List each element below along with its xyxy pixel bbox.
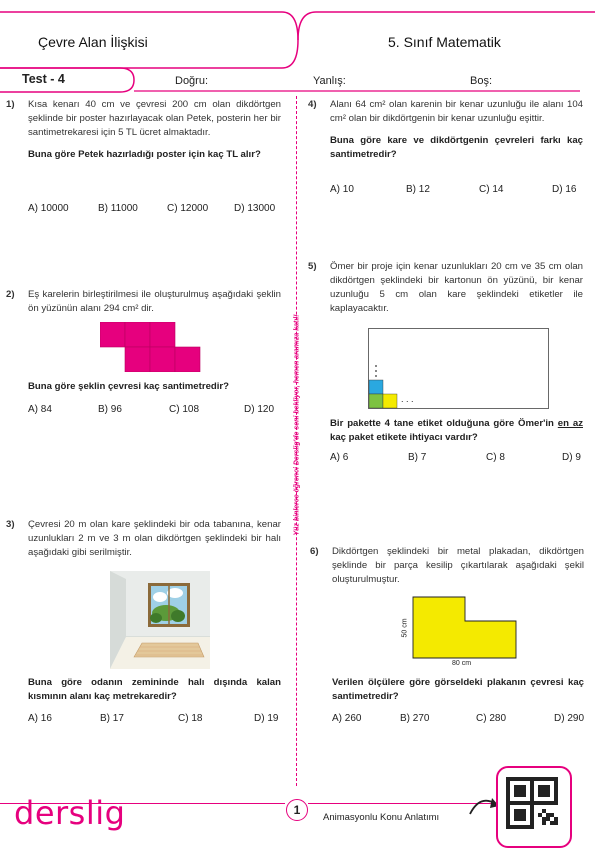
option-d[interactable]: D) 290 bbox=[554, 713, 585, 724]
topic-title: Çevre Alan İlişkisi bbox=[38, 34, 148, 50]
option-d[interactable]: D) 120 bbox=[244, 404, 275, 415]
option-c[interactable]: C) 12000 bbox=[167, 203, 209, 214]
option-b[interactable]: B) 11000 bbox=[98, 203, 138, 214]
test-label: Test - 4 bbox=[22, 72, 65, 86]
question-6-prompt-wrap bbox=[332, 676, 584, 704]
width-label: 80 cm bbox=[452, 660, 472, 667]
question-3 bbox=[6, 518, 281, 560]
footer-line-right bbox=[308, 803, 493, 804]
question-prompt: Buna göre odanın zemininde halı dışında kalan kısmının alanı kaç metrekaredir? bbox=[28, 677, 281, 702]
qr-code-icon[interactable] bbox=[506, 777, 558, 829]
derslig-logo[interactable]: derslig bbox=[14, 794, 126, 832]
underline-en-az: en az bbox=[557, 418, 583, 429]
question-number: 4) bbox=[308, 99, 317, 110]
bos-label: Boş: bbox=[470, 75, 493, 87]
option-a[interactable]: A) 84 bbox=[28, 404, 52, 415]
question-text: Dikdörtgen şeklindeki bir metal plakadan, dikdörtgen şeklinde bir parça kesilip çıkartılarak aşağıdaki şekil oluşturulmuştur. bbox=[332, 546, 584, 585]
question-prompt: Buna göre şeklin çevresi kaç santimetredir? bbox=[28, 381, 230, 392]
option-b[interactable]: B) 7 bbox=[408, 452, 427, 463]
dots-label: . . . bbox=[401, 394, 414, 404]
question-5 bbox=[308, 260, 583, 316]
option-d[interactable]: D) 16 bbox=[552, 184, 577, 195]
question-prompt: Buna göre kare ve dikdörtgenin çevreleri farkı kaç santimetredir? bbox=[330, 135, 583, 160]
option-d[interactable]: D) 9 bbox=[562, 452, 581, 463]
question-text: Alanı 64 cm² olan karenin bir kenar uzunluğu ile alanı 104 cm² olan bir dikdörtgenin bir kenar uzunluğu eşittir. bbox=[330, 99, 583, 124]
question-number: 6) bbox=[310, 546, 319, 557]
question-prompt: Buna göre Petek hazırladığı poster için kaç TL alır? bbox=[28, 149, 261, 160]
question-6 bbox=[310, 545, 584, 587]
question-text: Çevresi 20 m olan kare şeklindeki bir oda tabanına, kenar uzunlukları 2 m ve 3 m olan dikdörtgen şeklindeki bir halı aşağıdaki gibi serilmiştir. bbox=[28, 519, 281, 558]
question-text: Ömer bir proje için kenar uzunlukları 20 cm ve 35 cm olan dikdörtgen şeklindeki bir kartonun ön yüzünü, bir kenar uzunluğu 5 cm olan kare şeklindeki etiketler ile kaplayacaktır. bbox=[330, 261, 583, 314]
question-prompt: Bir pakette 4 tane etiket olduğuna göre Ömer'in en az kaç paket etikete ihtiyacı vardır? bbox=[330, 418, 583, 443]
option-c[interactable]: C) 108 bbox=[169, 404, 200, 415]
cardboard-figure bbox=[368, 328, 550, 412]
question-number: 2) bbox=[6, 289, 15, 300]
option-c[interactable]: C) 8 bbox=[486, 452, 505, 463]
option-a[interactable]: A) 16 bbox=[28, 713, 52, 724]
height-label: 50 cm bbox=[401, 618, 409, 638]
option-c[interactable]: C) 14 bbox=[479, 184, 504, 195]
option-b[interactable]: B) 270 bbox=[400, 713, 430, 724]
dogru-label: Doğru: bbox=[175, 75, 209, 87]
question-1 bbox=[6, 98, 281, 162]
animation-link[interactable]: Animasyonlu Konu Anlatımı bbox=[323, 812, 440, 823]
plate-figure bbox=[412, 596, 518, 660]
question-2 bbox=[6, 288, 281, 316]
option-a[interactable]: A) 260 bbox=[332, 713, 362, 724]
option-b[interactable]: B) 17 bbox=[100, 713, 124, 724]
question-prompt: Verilen ölçülere göre görseldeki plakanın çevresi kaç santimetredir? bbox=[332, 677, 584, 702]
question-text: Eş karelerin birleştirilmesi ile oluşturulmuş aşağıdaki şeklin ön yüzünün alanı 294 cm² dir. bbox=[28, 289, 281, 314]
class-title: 5. Sınıf Matematik bbox=[388, 34, 501, 50]
squares-figure bbox=[100, 322, 202, 372]
header-frame bbox=[0, 0, 595, 100]
option-c[interactable]: C) 18 bbox=[178, 713, 203, 724]
question-5-prompt-wrap bbox=[330, 417, 583, 445]
option-c[interactable]: C) 280 bbox=[476, 713, 507, 724]
option-d[interactable]: D) 19 bbox=[254, 713, 279, 724]
question-3-prompt-wrap bbox=[28, 676, 281, 704]
option-a[interactable]: A) 10 bbox=[330, 184, 354, 195]
question-number: 1) bbox=[6, 99, 15, 110]
question-text: Kısa kenarı 40 cm ve çevresi 200 cm olan dikdörtgen şeklinde bir poster hazırlayacak olan Petek, posterin her bir santimetrekaresi için 5 TL ücret almaktadır. bbox=[28, 99, 281, 138]
room-illustration bbox=[110, 571, 210, 669]
yanlis-label: Yanlış: bbox=[313, 75, 346, 87]
option-b[interactable]: B) 96 bbox=[98, 404, 122, 415]
question-4 bbox=[308, 98, 583, 162]
option-b[interactable]: B) 12 bbox=[406, 184, 430, 195]
option-a[interactable]: A) 6 bbox=[330, 452, 349, 463]
question-number: 3) bbox=[6, 519, 15, 530]
question-number: 5) bbox=[308, 261, 317, 272]
option-d[interactable]: D) 13000 bbox=[234, 203, 276, 214]
option-a[interactable]: A) 10000 bbox=[28, 203, 69, 214]
page-number: 1 bbox=[286, 799, 308, 821]
side-slogan: Yüz binlerce öğrenci Derslig'de seni bekliyor, hemen aramıza katıl! bbox=[293, 314, 301, 536]
